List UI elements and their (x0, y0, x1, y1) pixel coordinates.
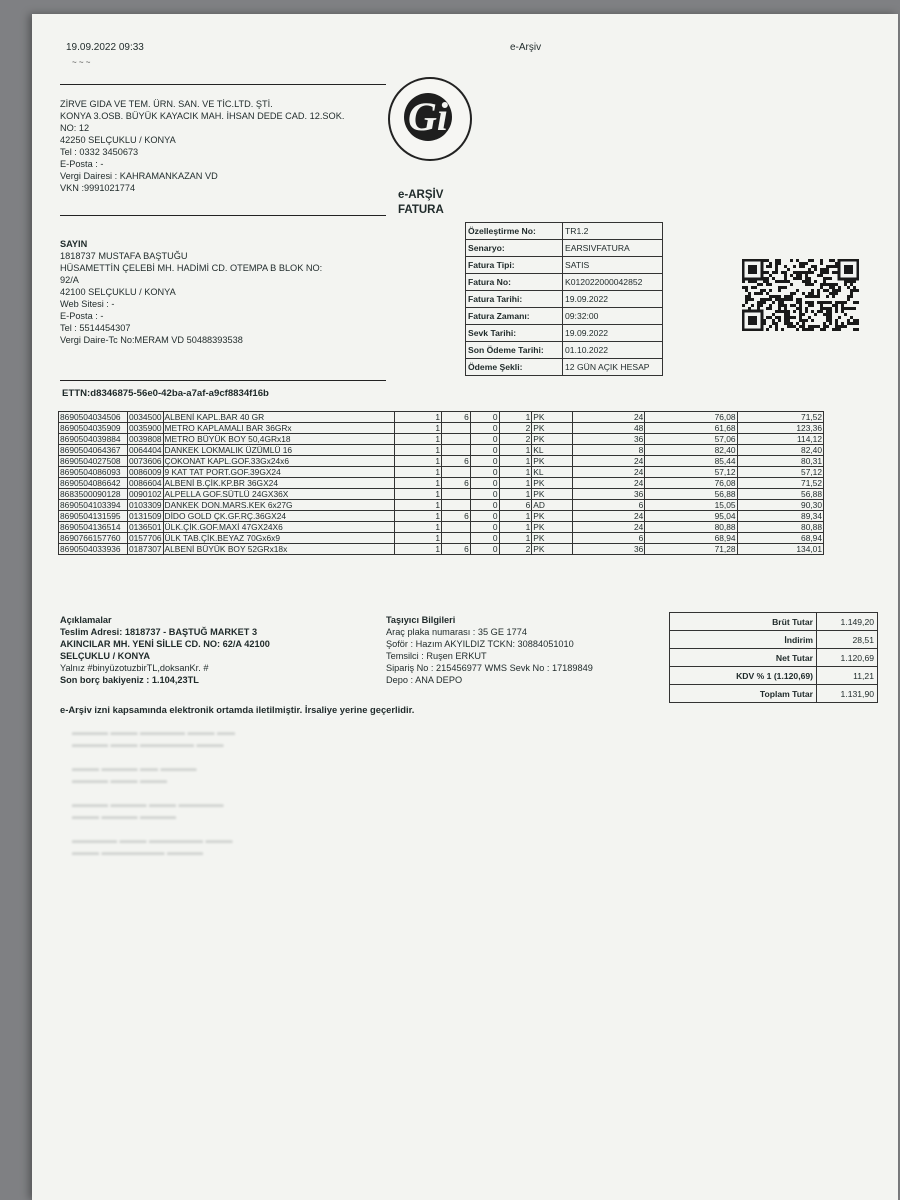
item-a: 1 (395, 445, 442, 456)
buyer-email: E-Posta : - (60, 311, 104, 321)
item-a: 1 (395, 533, 442, 544)
item-total: 114,12 (737, 434, 823, 445)
seller-vkn: VKN :9991021774 (60, 183, 136, 193)
totals-row (670, 613, 878, 631)
meta-label: Senaryo: (466, 240, 563, 257)
item-pack: 24 (572, 522, 644, 533)
item-qty: 1 (499, 456, 532, 467)
delivery-address: Teslim Adresi: 1818737 - BAŞTUĞ MARKET 3 (60, 627, 258, 637)
item-qty: 1 (499, 445, 532, 456)
item-barcode: 8690504034506 (59, 412, 128, 423)
meta-row (466, 291, 663, 308)
item-name: METRO BÜYÜK BOY 50,4GRx18 (163, 434, 395, 445)
item-b (442, 467, 471, 478)
table-row (59, 412, 824, 423)
item-code: 0035900 (128, 423, 162, 433)
item-unit: PK (532, 434, 573, 445)
item-pack: 6 (572, 533, 644, 544)
meta-label: Son Ödeme Tarihi: (466, 342, 563, 359)
totals-row (670, 649, 878, 667)
item-total: 89,34 (737, 511, 823, 522)
item-b: 6 (442, 412, 471, 423)
item-total: 56,88 (737, 489, 823, 500)
totals-label: KDV % 1 (1.120,69) (670, 667, 817, 685)
item-qty: 1 (499, 412, 532, 423)
buyer-phone: Tel : 5514454307 (60, 323, 131, 333)
meta-label: Fatura Tarihi: (466, 291, 563, 308)
meta-value: 19.09.2022 (563, 325, 663, 342)
meta-label: Fatura Tipi: (466, 257, 563, 274)
item-qty: 1 (499, 478, 532, 489)
driver: Şoför : Hazım AKYILDIZ TCKN: 30884051010 (386, 639, 574, 649)
carrier-title: Taşıyıcı Bilgileri (386, 615, 456, 625)
seller-address-no: NO: 12 (60, 123, 90, 133)
item-unit: PK (532, 544, 573, 555)
buyer-block (60, 238, 400, 346)
item-price: 82,40 (645, 445, 737, 456)
item-unit: PK (532, 478, 573, 489)
meta-row (466, 223, 663, 240)
totals-row (670, 667, 878, 685)
item-a: 1 (395, 489, 442, 500)
item-unit: PK (532, 412, 573, 423)
item-pack: 24 (572, 511, 644, 522)
amount-in-words: Yalnız #binyüzotuzbirTL,doksanKr. # (60, 663, 209, 673)
seller-city: 42250 SELÇUKLU / KONYA (60, 135, 176, 145)
item-unit: PK (532, 456, 573, 467)
item-code: 0086604 (128, 478, 162, 488)
table-row (59, 423, 824, 434)
document-type-line1: e-ARŞİV (398, 189, 444, 201)
item-pack: 24 (572, 412, 644, 423)
meta-value: 12 GÜN AÇIK HESAP (563, 359, 663, 376)
buyer-address: HÜSAMETTİN ÇELEBİ MH. HADİMİ CD. OTEMPA B BLOK NO: (60, 263, 323, 273)
totals-value: 1.120,69 (817, 649, 878, 667)
item-total: 68,94 (737, 533, 823, 544)
seller-block (60, 98, 390, 194)
notes-title: Açıklamalar (60, 615, 112, 625)
table-row (59, 511, 824, 522)
table-row (59, 478, 824, 489)
item-total: 71,52 (737, 412, 823, 423)
item-qty: 1 (499, 489, 532, 500)
meta-value: EARSIVFATURA (563, 240, 663, 257)
item-code: 0073606 (128, 456, 162, 466)
table-row (59, 500, 824, 511)
item-price: 61,68 (645, 423, 737, 434)
item-a: 1 (395, 412, 442, 423)
item-barcode: 8690504027508 (59, 456, 128, 467)
warehouse: Depo : ANA DEPO (386, 675, 463, 685)
item-price: 80,88 (645, 522, 737, 533)
item-barcode: 8690766157760 (59, 533, 128, 544)
item-barcode: 8690504103394 (59, 500, 128, 511)
totals-value: 11,21 (817, 667, 878, 685)
item-total: 82,40 (737, 445, 823, 456)
seller-tax-office: Vergi Dairesi : KAHRAMANKAZAN VD (60, 171, 218, 181)
item-b: 6 (442, 544, 471, 555)
table-row (59, 445, 824, 456)
item-qty: 2 (499, 544, 532, 555)
totals-row (670, 685, 878, 703)
totals-value: 1.149,20 (817, 613, 878, 631)
item-c: 0 (470, 445, 499, 456)
print-title: e-Arşiv (510, 42, 542, 53)
item-pack: 24 (572, 478, 644, 489)
meta-label: Sevk Tarihi: (466, 325, 563, 342)
totals-label: İndirim (670, 631, 817, 649)
buyer-tax-id: Vergi Daire-Tc No:MERAM VD 50488393538 (60, 335, 243, 345)
item-price: 76,08 (645, 412, 737, 423)
meta-row (466, 325, 663, 342)
item-b (442, 522, 471, 533)
line-items-table (58, 411, 824, 555)
invoice-meta-table (465, 222, 663, 376)
item-total: 123,36 (737, 423, 823, 434)
representative: Temsilci : Ruşen ERKUT (386, 651, 487, 661)
item-name: DANKEK DON.MARS.KEK 6x27G (163, 500, 395, 511)
item-c: 0 (470, 511, 499, 522)
item-qty: 1 (499, 533, 532, 544)
item-unit: KL (532, 445, 573, 456)
item-c: 0 (470, 423, 499, 434)
item-pack: 24 (572, 456, 644, 467)
item-b: 6 (442, 456, 471, 467)
item-barcode: 8690504086642 (59, 478, 128, 489)
item-barcode: 8690504136514 (59, 522, 128, 533)
item-b (442, 489, 471, 500)
item-price: 56,88 (645, 489, 737, 500)
item-unit: KL (532, 467, 573, 478)
item-name: DİDO GOLD ÇK.GF.RÇ.36GX24 (163, 511, 395, 522)
meta-label: Fatura Zamanı: (466, 308, 563, 325)
item-price: 71,28 (645, 544, 737, 555)
qr-code-icon (742, 259, 859, 331)
item-pack: 36 (572, 434, 644, 445)
item-a: 1 (395, 423, 442, 434)
table-row (59, 489, 824, 500)
buyer-city: 42100 SELÇUKLU / KONYA (60, 287, 176, 297)
item-code: 0039808 (128, 434, 162, 444)
gib-logo-letter: Gi (404, 93, 452, 141)
item-price: 57,12 (645, 467, 737, 478)
item-pack: 6 (572, 500, 644, 511)
buyer-salutation: SAYIN (60, 239, 88, 249)
item-a: 1 (395, 467, 442, 478)
item-c: 0 (470, 544, 499, 555)
item-code: 0090102 (128, 489, 162, 499)
item-b (442, 533, 471, 544)
totals-row (670, 631, 878, 649)
item-qty: 2 (499, 434, 532, 445)
meta-label: Fatura No: (466, 274, 563, 291)
item-barcode: 8690504086093 (59, 467, 128, 478)
item-total: 80,31 (737, 456, 823, 467)
item-qty: 1 (499, 522, 532, 533)
totals-label: Net Tutar (670, 649, 817, 667)
item-pack: 36 (572, 544, 644, 555)
item-unit: PK (532, 511, 573, 522)
item-price: 15,05 (645, 500, 737, 511)
item-barcode: 8690504064367 (59, 445, 128, 456)
item-code: 0136501 (128, 522, 162, 532)
item-c: 0 (470, 434, 499, 445)
meta-row (466, 257, 663, 274)
item-total: 134,01 (737, 544, 823, 555)
seller-address: KONYA 3.OSB. BÜYÜK KAYACIK MAH. İHSAN DEDE CAD. 12.SOK. (60, 111, 345, 121)
meta-value: K012022000042852 (563, 274, 663, 291)
notes-block (60, 614, 400, 686)
item-code: 0064404 (128, 445, 162, 455)
meta-row (466, 240, 663, 257)
item-price: 57,06 (645, 434, 737, 445)
document-type-line2: FATURA (398, 204, 444, 216)
item-pack: 36 (572, 489, 644, 500)
meta-row (466, 308, 663, 325)
item-c: 0 (470, 412, 499, 423)
item-barcode: 8690504131595 (59, 511, 128, 522)
item-name: ALBENİ KAPL.BAR 40 GR (163, 412, 395, 423)
item-a: 1 (395, 478, 442, 489)
meta-row (466, 359, 663, 376)
item-price: 85,44 (645, 456, 737, 467)
item-price: 76,08 (645, 478, 737, 489)
item-barcode: 8690504039884 (59, 434, 128, 445)
bleed-through-ghost: ▬▬▬▬ ▬▬▬ ▬▬▬▬▬ ▬▬▬ ▬▬ ▬▬▬▬ ▬▬▬ ▬▬▬▬▬▬ ▬▬▬ ▬▬▬ ▬▬▬▬ ▬▬ ▬▬▬▬ ▬▬▬▬ ▬▬▬ ▬▬▬ ▬▬▬▬ ▬▬▬▬ ▬▬▬ ▬▬▬▬▬ ▬▬▬ ▬▬▬▬ ▬▬▬▬ ▬▬▬▬▬ ▬▬▬ ▬▬▬▬▬▬ ▬▬▬ ▬▬▬ ▬▬▬▬▬▬▬ ▬▬▬▬ (72, 727, 236, 857)
item-pack: 24 (572, 467, 644, 478)
item-c: 0 (470, 500, 499, 511)
totals-label: Toplam Tutar (670, 685, 817, 703)
item-c: 0 (470, 489, 499, 500)
seller-name: ZİRVE GIDA VE TEM. ÜRN. SAN. VE TİC.LTD. ŞTİ. (60, 99, 273, 109)
buyer-website: Web Sitesi : - (60, 299, 115, 309)
buyer-name: 1818737 MUSTAFA BAŞTUĞU (60, 251, 188, 261)
divider (60, 215, 386, 216)
meta-value: SATIS (563, 257, 663, 274)
delivery-address-line2: AKINCILAR MH. YENİ SİLLE CD. NO: 62/A 42100 (60, 639, 270, 649)
item-a: 1 (395, 522, 442, 533)
item-total: 57,12 (737, 467, 823, 478)
totals-value: 28,51 (817, 631, 878, 649)
table-row (59, 522, 824, 533)
item-name: METRO KAPLAMALI BAR 36GRx (163, 423, 395, 434)
carrier-block (386, 614, 676, 686)
seller-phone: Tel : 0332 3450673 (60, 147, 139, 157)
item-qty: 2 (499, 423, 532, 434)
item-a: 1 (395, 500, 442, 511)
invoice-page (32, 14, 898, 1200)
vehicle-plate: Araç plaka numarası : 35 GE 1774 (386, 627, 527, 637)
item-b (442, 434, 471, 445)
table-row (59, 467, 824, 478)
meta-row (466, 342, 663, 359)
item-unit: PK (532, 489, 573, 500)
print-datetime: 19.09.2022 09:33 (66, 42, 144, 53)
document-type (398, 188, 444, 218)
item-name: ÜLK.ÇİK.GOF.MAXİ 47GX24X6 (163, 522, 395, 533)
item-c: 0 (470, 478, 499, 489)
item-name: ALPELLA GOF.SÜTLÜ 24GX36X (163, 489, 395, 500)
item-c: 0 (470, 456, 499, 467)
item-qty: 1 (499, 511, 532, 522)
totals-value: 1.131,90 (817, 685, 878, 703)
item-a: 1 (395, 511, 442, 522)
divider (60, 380, 386, 381)
item-b (442, 445, 471, 456)
item-c: 0 (470, 522, 499, 533)
item-code: 0131509 (128, 511, 162, 521)
table-row (59, 434, 824, 445)
item-code: 0157706 (128, 533, 162, 543)
table-row (59, 533, 824, 544)
totals-label: Brüt Tutar (670, 613, 817, 631)
item-price: 95,04 (645, 511, 737, 522)
item-a: 1 (395, 434, 442, 445)
item-name: ALBENİ BÜYÜK BOY 52GRx18x (163, 544, 395, 555)
order-number: Sipariş No : 215456977 WMS Sevk No : 17189849 (386, 663, 593, 673)
meta-label: Özelleştirme No: (466, 223, 563, 240)
item-total: 90,30 (737, 500, 823, 511)
item-pack: 48 (572, 423, 644, 434)
item-a: 1 (395, 544, 442, 555)
table-row (59, 544, 824, 555)
seller-email: E-Posta : - (60, 159, 104, 169)
item-total: 80,88 (737, 522, 823, 533)
item-b (442, 423, 471, 434)
balance: Son borç bakiyeniz : 1.104,23TL (60, 675, 199, 685)
item-b: 6 (442, 511, 471, 522)
item-code: 0187307 (128, 544, 162, 554)
item-c: 0 (470, 533, 499, 544)
meta-row (466, 274, 663, 291)
delivery-city: SELÇUKLU / KONYA (60, 651, 151, 661)
meta-label: Ödeme Şekli: (466, 359, 563, 376)
meta-value: TR1.2 (563, 223, 663, 240)
totals-table (669, 612, 878, 703)
item-unit: PK (532, 522, 573, 533)
gib-seal-icon (388, 77, 472, 161)
legal-note: e-Arşiv izni kapsamında elektronik ortamda iletilmiştir. İrsaliye yerine geçerlidir. (60, 704, 415, 715)
item-name: DANKEK LOKMALIK ÜZÜMLÜ 16 (163, 445, 395, 456)
item-barcode: 8690504033936 (59, 544, 128, 555)
item-name: ÇOKONAT KAPL.GOF.33Gx24x6 (163, 456, 395, 467)
buyer-address-no: 92/A (60, 275, 79, 285)
meta-value: 19.09.2022 (563, 291, 663, 308)
ettn: ETTN:d8346875-56e0-42ba-a7af-a9cf8834f16b (62, 388, 269, 399)
item-price: 68,94 (645, 533, 737, 544)
item-c: 0 (470, 467, 499, 478)
item-unit: AD (532, 500, 573, 511)
item-qty: 1 (499, 467, 532, 478)
item-barcode: 8690504035909 (59, 423, 128, 434)
item-name: ÜLK TAB.ÇİK.BEYAZ 70Gx6x9 (163, 533, 395, 544)
item-pack: 8 (572, 445, 644, 456)
item-unit: PK (532, 533, 573, 544)
item-name: 9 KAT TAT PORT.GOF.39GX24 (163, 467, 395, 478)
item-code: 0086009 (128, 467, 162, 477)
item-code: 0034500 (128, 412, 162, 422)
item-code: 0103309 (128, 500, 162, 510)
item-b: 6 (442, 478, 471, 489)
divider (60, 84, 386, 85)
item-qty: 6 (499, 500, 532, 511)
item-barcode: 8683500090128 (59, 489, 128, 500)
item-a: 1 (395, 456, 442, 467)
meta-value: 01.10.2022 (563, 342, 663, 359)
item-unit: PK (532, 423, 573, 434)
item-name: ALBENİ B.ÇİK.KP.BR 36GX24 (163, 478, 395, 489)
handwritten-mark: ~ ~ ~ (72, 58, 91, 67)
item-total: 71,52 (737, 478, 823, 489)
meta-value: 09:32:00 (563, 308, 663, 325)
item-b (442, 500, 471, 511)
table-row (59, 456, 824, 467)
